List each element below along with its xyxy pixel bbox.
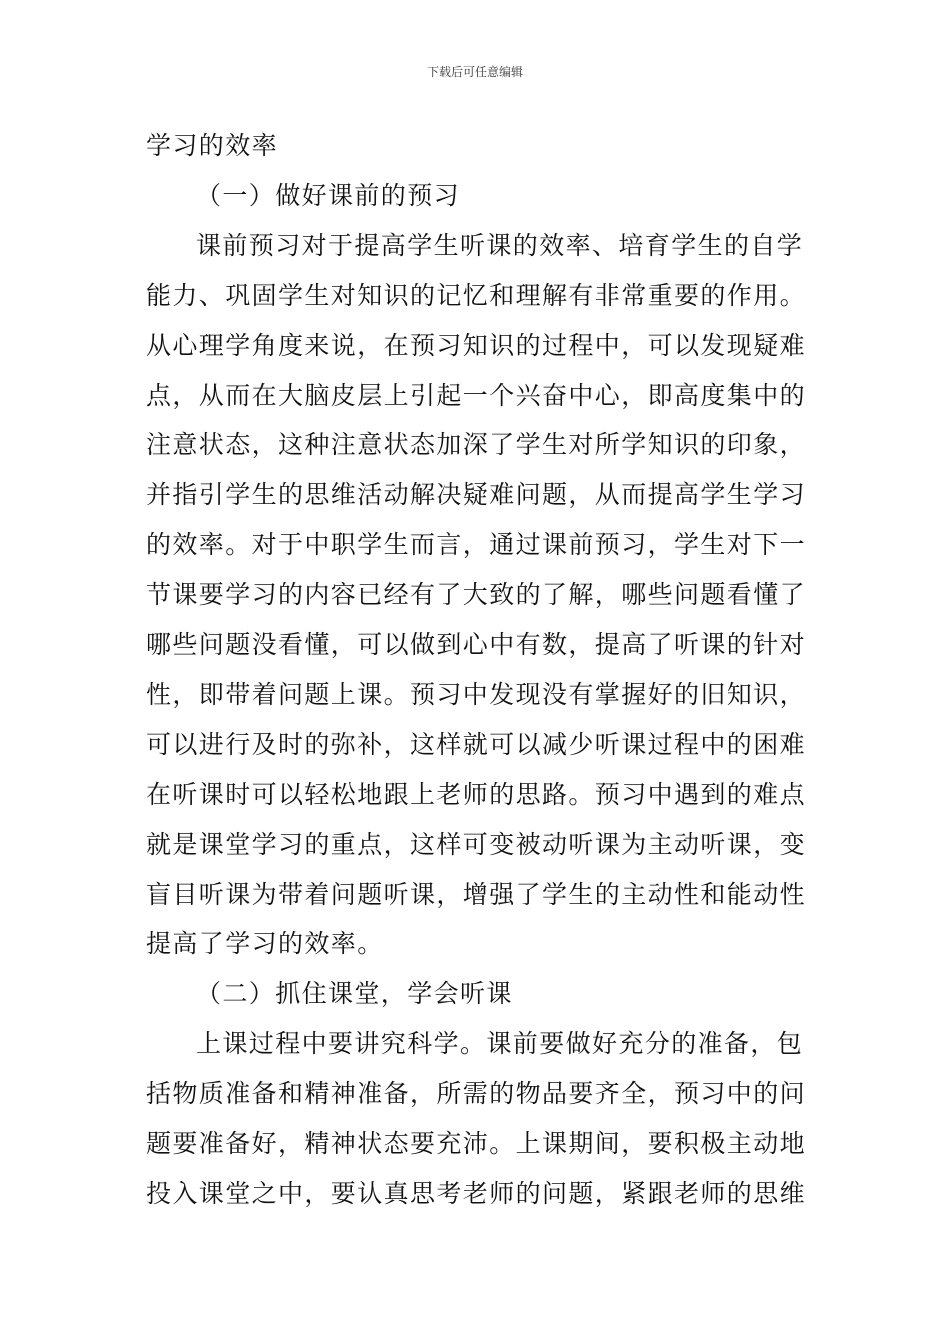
text-line: 的效率。对于中职学生而言，通过课前预习，学生对下一 <box>146 530 807 560</box>
text-line: 哪些问题没看懂，可以做到心中有数，提高了听课的针对 <box>146 630 807 659</box>
text-line: 在听课时可以轻松地跟上老师的思路。预习中遇到的难点 <box>146 779 807 809</box>
text-line: 从心理学角度来说，在预习知识的过程中，可以发现疑难 <box>146 330 807 360</box>
text-line: 上课过程中要讲究科学。课前要做好充分的准备，包 <box>196 1029 804 1059</box>
text-line: 投入课堂之中，要认真思考老师的问题，紧跟老师的思维 <box>146 1178 807 1208</box>
page-header: 下载后可任意编辑 <box>426 65 523 79</box>
text-line: 盲目听课为带着问题听课，增强了学生的主动性和能动性 <box>146 879 807 909</box>
text-line: 点，从而在大脑皮层上引起一个兴奋中心，即高度集中的 <box>146 380 807 410</box>
text-line: 节课要学习的内容已经有了大致的了解，哪些问题看懂了 <box>146 580 807 610</box>
text-line: 提高了学习的效率。 <box>146 929 384 959</box>
text-line: 课前预习对于提高学生听课的效率、培育学生的自学 <box>196 230 804 260</box>
text-line: 并指引学生的思维活动解决疑难问题，从而提高学生学习 <box>146 480 807 510</box>
text-line: 能力、巩固学生对知识的记忆和理解有非常重要的作用。 <box>146 280 807 310</box>
text-line: 可以进行及时的弥补，这样就可以减少听课过程中的困难 <box>146 729 807 759</box>
text-line: （二）抓住课堂，学会听课 <box>196 979 513 1009</box>
text-line: 括物质准备和精神准备，所需的物品要齐全，预习中的问 <box>146 1079 807 1109</box>
text-line: 学习的效率 <box>146 131 279 160</box>
text-line: 就是课堂学习的重点，这样可变被动听课为主动听课，变 <box>146 829 807 859</box>
text-line: 注意状态，这种注意状态加深了学生对所学知识的印象， <box>146 430 807 460</box>
text-line: 题要准备好，精神状态要充沛。上课期间，要积极主动地 <box>146 1129 807 1158</box>
text-line: （一）做好课前的预习 <box>196 180 461 210</box>
text-line: 性，即带着问题上课。预习中发现没有掌握好的旧知识， <box>146 679 807 709</box>
